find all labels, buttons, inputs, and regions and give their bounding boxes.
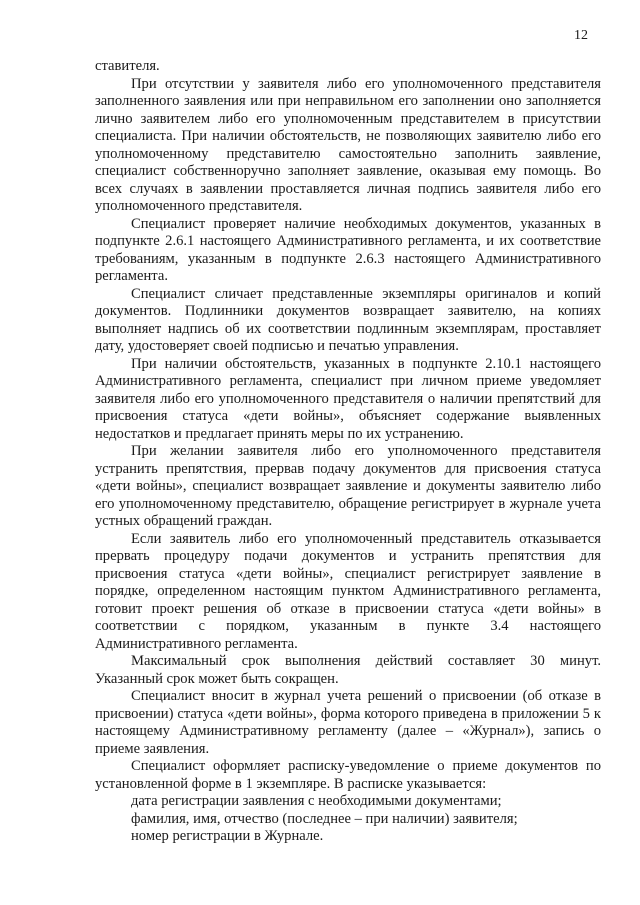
paragraph: При желании заявителя либо его уполномоченного представителя устранить препятствия, прервав подачу документов для присвоения статуса «дети войны», специалист возвращает заявление и документы заявителю либо его уполномоченному представителю, обращение регистрирует в журнале учета устных обращений граждан.	[95, 443, 601, 529]
page-number: 12	[574, 28, 588, 43]
paragraph: Специалист оформляет расписку-уведомление о приеме документов по установленной форме в 1 экземпляре. В расписке указывается:	[95, 758, 601, 792]
list-item: дата регистрации заявления с необходимыми документами;	[131, 793, 502, 809]
paragraph: Специалист сличает представленные экземпляры оригиналов и копий документов. Подлинники документов возвращает заявителю, на копиях выполняет надпись об их соответствии подлинным экземплярам, проставляет дату, удостоверяет своей подписью и печатью управления.	[95, 285, 601, 354]
paragraph: Если заявитель либо его уполномоченный представитель отказывается прервать процедуру подачи документов и устранить препятствия для присвоения статуса «дети войны», специалист регистрирует заявление в порядке, определенном настоящим пунктом Административного регламента, готовит проект решения об отказе в присвоении статуса «дети войны» в соответствии с порядком, указанным в пункте 3.4 настоящего Административного регламента.	[95, 530, 601, 652]
document-body	[95, 58, 601, 846]
paragraph: Специалист проверяет наличие необходимых документов, указанных в подпункте 2.6.1 настоящего Административного регламента, и их соответствие требованиям, указанным в подпункте 2.6.3 настоящего Административного регламента.	[95, 215, 601, 284]
paragraph-continuation: ставителя.	[95, 58, 160, 74]
list-item: номер регистрации в Журнале.	[131, 828, 324, 844]
paragraph: При наличии обстоятельств, указанных в подпункте 2.10.1 настоящего Административного регламента, специалист при личном приеме уведомляет заявителя либо его уполномоченного представителя о наличии препятствий для присвоения статуса «дети войны», объясняет содержание выявленных недостатков и предлагает принять меры по их устранению.	[95, 355, 601, 442]
paragraph: Специалист вносит в журнал учета решений о присвоении (об отказе в присвоении) статуса «дети войны», форма которого приведена в приложении 5 к настоящему Административному регламенту (далее – «Журнал»), запись о приеме заявления.	[95, 688, 601, 757]
paragraph: При отсутствии у заявителя либо его уполномоченного представителя заполненного заявления или при неправильном его заполнении оно заполняется лично заявителем либо его уполномоченным представителем в присутствии специалиста. При наличии обстоятельств, не позволяющих заявителю либо его уполномоченному представителю самостоятельно заполнить заявление, специалист собственноручно заполняет заявление, оказывая ему помощь. Во всех случаях в заявлении проставляется личная подпись заявителя либо его уполномоченного представителя.	[95, 75, 601, 214]
list-item: фамилия, имя, отчество (последнее – при наличии) заявителя;	[131, 810, 518, 827]
receipt-contents-list	[95, 793, 601, 846]
paragraph: Максимальный срок выполнения действий составляет 30 минут. Указанный срок может быть сокращен.	[95, 653, 601, 687]
